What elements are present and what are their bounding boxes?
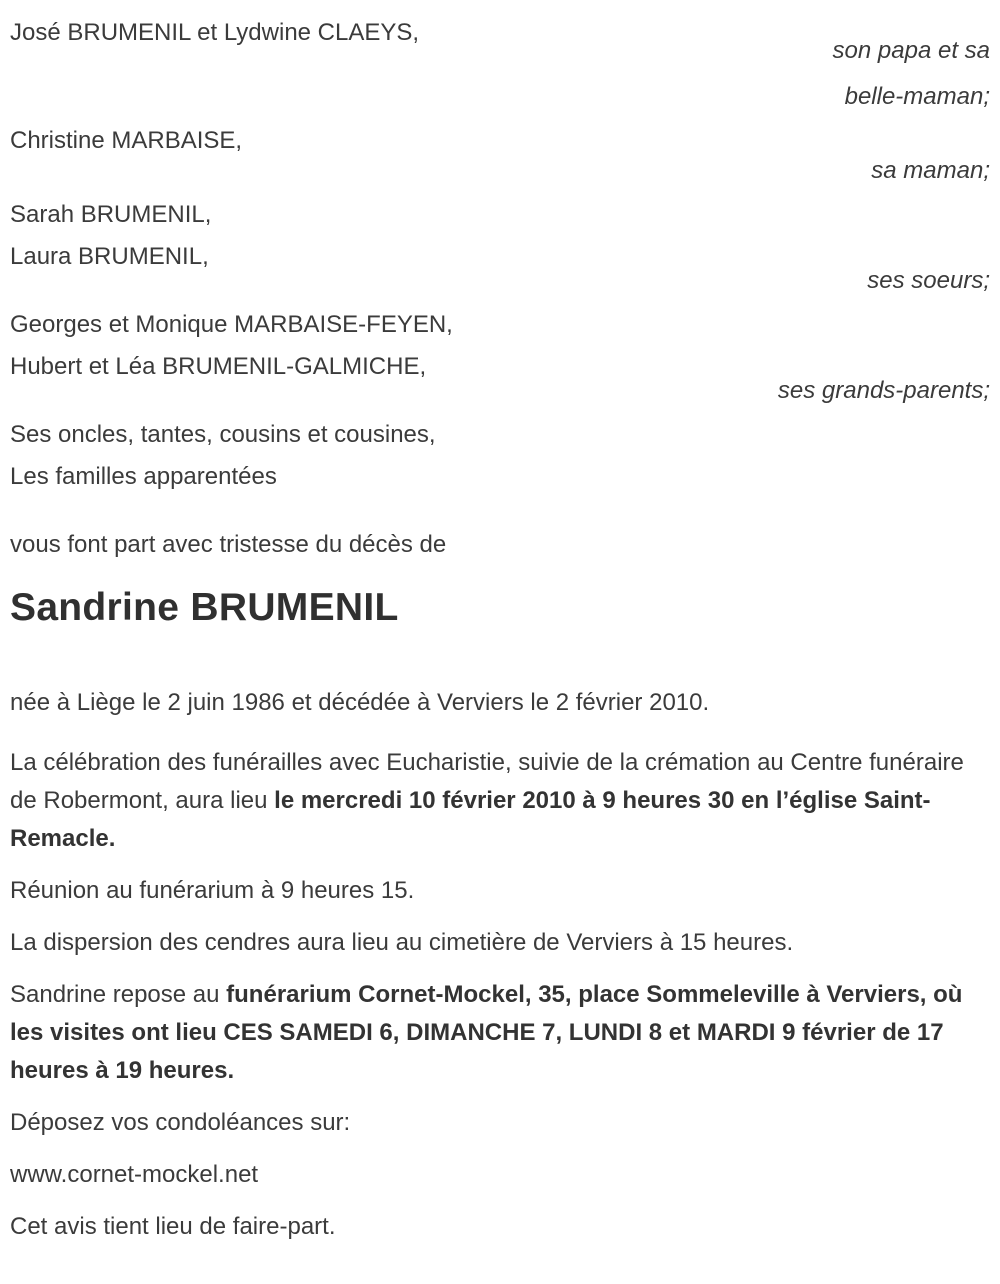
paragraph-dispersion (10, 924, 990, 962)
repose-bold-text: funérarium Cornet-Mockel, 35, place Sommeleville à Verviers, où les visites ont lieu CES SAMEDI 6, DIMANCHE 7, LUNDI 8 et MARDI 9 février de 17 heures à 19 heures. (10, 981, 963, 1084)
relation-row (10, 120, 990, 194)
relative-name: Les familles apparentées (10, 463, 277, 490)
relation-names (10, 304, 453, 388)
relation-names (10, 414, 436, 498)
paragraph-website (10, 1156, 990, 1194)
deceased-name: Sandrine BRUMENIL (10, 586, 399, 629)
relation-row (10, 414, 990, 498)
repose-text: Sandrine repose au (10, 981, 227, 1008)
relation-names (10, 12, 419, 54)
paragraph-reunion (10, 872, 990, 910)
website-url-text: www.cornet-mockel.net (10, 1161, 259, 1188)
relative-name: Georges et Monique MARBAISE-FEYEN, (10, 311, 453, 338)
birth-death-text: née à Liège le 2 juin 1986 et décédée à Verviers le 2 février 2010. (10, 689, 710, 716)
paragraph-repose (10, 976, 990, 1090)
ceremony-text: La célébration des funérailles avec Eucharistie, suivie de la crémation au Centre funéraire de Robermont, aura lieu (10, 749, 964, 814)
relative-name: Sarah BRUMENIL, (10, 201, 212, 228)
body-paragraphs (10, 684, 990, 1246)
dispersion-text: La dispersion des cendres aura lieu au cimetière de Verviers à 15 heures. (10, 929, 794, 956)
paragraph-birth-death (10, 684, 990, 722)
relation-role-line: son papa et sa (832, 37, 990, 64)
relation-row (10, 12, 990, 120)
relation-role-line: belle-maman; (844, 83, 990, 110)
relation-role-line: sa maman; (871, 157, 990, 184)
relation-role-line: ses soeurs; (867, 267, 990, 294)
relation-role (871, 120, 990, 194)
relation-role (833, 12, 990, 120)
relative-name: Laura BRUMENIL, (10, 243, 209, 270)
paragraph-closing (10, 1208, 990, 1246)
paragraph-ceremony (10, 744, 990, 858)
ceremony-bold-text: le mercredi 10 février 2010 à 9 heures 30 en l’église Saint-Remacle. (10, 787, 931, 852)
relative-name: Hubert et Léa BRUMENIL-GALMICHE, (10, 353, 427, 380)
relation-role-line: ses grands-parents; (777, 377, 990, 404)
paragraph-condolences (10, 1104, 990, 1142)
relation-row (10, 194, 990, 304)
relation-role (778, 304, 990, 414)
closing-text: Cet avis tient lieu de faire-part. (10, 1213, 336, 1240)
relation-role (867, 194, 990, 304)
relation-names (10, 194, 211, 278)
relation-row (10, 304, 990, 414)
condolences-text: Déposez vos condoléances sur: (10, 1109, 351, 1136)
relative-name: Ses oncles, tantes, cousins et cousines, (10, 421, 436, 448)
relative-name: Christine MARBAISE, (10, 127, 243, 154)
announcement-line: vous font part avec tristesse du décès de (10, 531, 447, 558)
relative-name: José BRUMENIL et Lydwine CLAEYS, (10, 19, 420, 46)
reunion-text: Réunion au funérarium à 9 heures 15. (10, 877, 415, 904)
relation-names (10, 120, 242, 162)
